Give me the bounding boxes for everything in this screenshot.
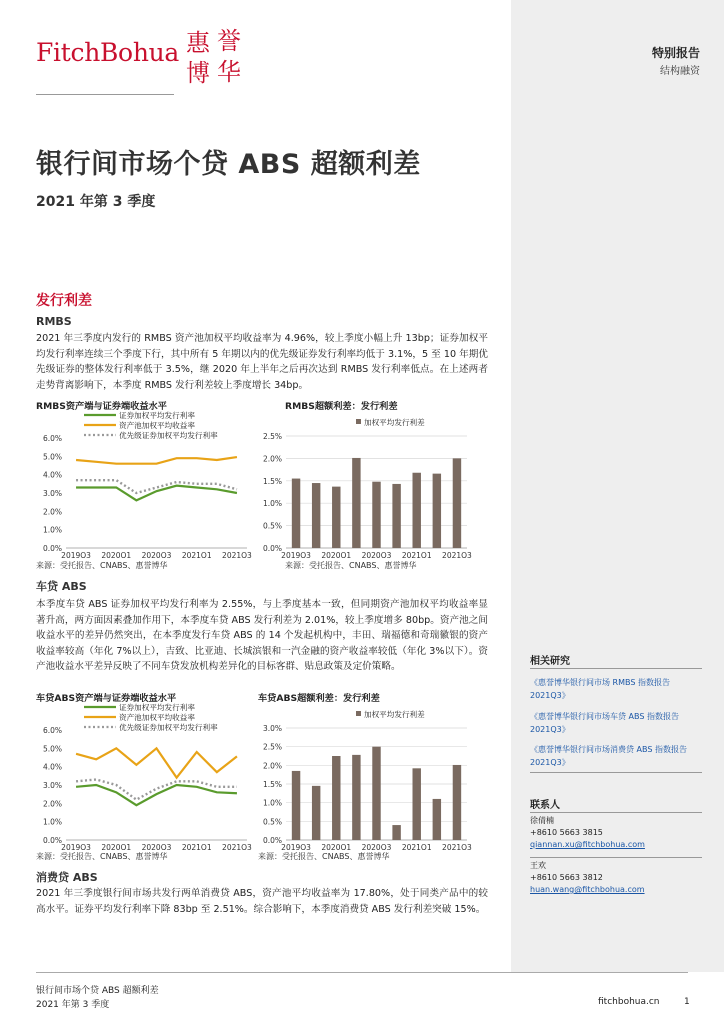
y-tick-label: 1.0%	[262, 499, 282, 509]
bar	[352, 755, 360, 840]
series-line	[76, 748, 237, 777]
bar	[433, 799, 441, 840]
auto-yield-line-chart	[30, 702, 255, 850]
page-title: 银行间市场个贷 ABS 超额利差	[36, 149, 421, 180]
y-tick-label: 3.0%	[42, 489, 62, 498]
sidebar-divider	[530, 668, 702, 669]
y-tick-label: 1.0%	[42, 525, 62, 535]
bar	[453, 765, 461, 840]
x-tick-label: 2020Q1	[321, 843, 352, 850]
rmbs-paragraph: 2021 年三季度内发行的 RMBS 资产池加权平均收益率为 4.96%，较上季度小幅上升 13bp；证券加权平均发行利率连续三个季度下行，其中所有 5 年期以内的优先级证券发行利率均低于 3.1%，5 至 10 年期优先级证券的整体发行利率低于 3.5%，继 2020 年上半年之后再次达到 RMBS 发行利率低点。在上述两者走势背离影响下，本季度 RMBS 发行利差较上季度增长 34bp。	[36, 333, 488, 391]
footer-divider	[36, 972, 688, 973]
bar	[412, 473, 420, 548]
legend-label: 优先级证券加权平均发行利率	[119, 431, 218, 440]
contact-name: 王欢	[530, 861, 546, 870]
logo-char: 誉	[217, 27, 241, 55]
legend-label: 证券加权平均发行利率	[119, 411, 195, 420]
y-tick-label: 1.5%	[262, 780, 282, 789]
logo-wordmark: FitchBohua	[36, 38, 180, 67]
y-tick-label: 4.0%	[42, 470, 62, 480]
bar	[433, 474, 441, 548]
chart-title: 车贷ABS超额利差：发行利差	[258, 693, 380, 704]
y-tick-label: 2.0%	[262, 761, 282, 771]
contact-phone: +8610 5663 3812	[530, 873, 603, 882]
y-tick-label: 1.5%	[262, 476, 282, 486]
rmbs-heading: RMBS	[36, 315, 72, 328]
x-tick-label: 2021Q1	[181, 551, 212, 558]
series-line	[76, 457, 237, 464]
bar	[292, 771, 300, 840]
consumer-paragraph: 2021 年三季度银行间市场共发行两单消费贷 ABS，资产池平均收益率为 17.80%，处于同类产品中的较高水平。证券平均发行利率下降 83bp 至 2.51%。综合影响下，本季度消费贷 ABS 发行利差突破 15%。	[36, 888, 488, 915]
y-tick-label: 5.0%	[42, 452, 62, 462]
y-tick-label: 0.0%	[42, 544, 62, 553]
y-tick-label: 2.0%	[42, 799, 62, 809]
series-line	[76, 785, 237, 805]
auto-paragraph: 本季度车贷 ABS 证券加权平均发行利率为 2.55%，与上季度基本一致，但同期资产池加权平均收益率显著升高，两方面因素叠加作用下，本季度车贷 ABS 发行利差为 2.01%，较上季度增多 80bp。资产池之间收益水平的差异仍然突出，在本季度发行车贷 ABS 的 14 个发起机构中，丰田、瑞福德和奇瑞徽银的资产收益率较高（年化 7%以上），吉致、比亚迪、长城滨银和一汽金融的资产收益率较低（年化 3%以下）。资产池收益水平差异反映了不同车贷发放机构差异化的目标客群、贴息政策及定价策略。	[36, 599, 488, 673]
contact-phone: +8610 5663 3815	[530, 828, 603, 837]
y-tick-label: 0.0%	[262, 836, 282, 845]
auto-spread-bar-chart	[250, 702, 475, 850]
bar	[392, 825, 400, 840]
legend-label: 优先级证券加权平均发行利率	[119, 723, 218, 732]
report-subtype: 结构融资	[660, 66, 700, 77]
bar	[292, 479, 300, 548]
related-link[interactable]: 《惠誉博华银行间市场 RMBS 指数报告 2021Q3》	[530, 678, 670, 700]
x-tick-label: 2021Q1	[181, 843, 212, 850]
contact-heading: 联系人	[530, 800, 560, 811]
chart-source: 来源：受托报告、CNABS、惠誉博华	[36, 852, 168, 861]
y-tick-label: 5.0%	[42, 744, 62, 754]
x-tick-label: 2020Q3	[361, 843, 392, 850]
bar	[352, 458, 360, 548]
legend-label: 资产池加权平均收益率	[119, 713, 195, 722]
sidebar-divider	[530, 812, 702, 813]
footer-period: 2021 年第 3 季度	[36, 1000, 110, 1010]
y-tick-label: 3.0%	[42, 781, 62, 790]
x-tick-label: 2019Q3	[281, 843, 311, 850]
report-type: 特别报告	[651, 46, 700, 60]
y-tick-label: 2.0%	[262, 454, 282, 464]
x-tick-label: 2020Q1	[321, 551, 352, 558]
y-tick-label: 0.5%	[262, 521, 282, 531]
bar	[312, 786, 320, 840]
bar	[392, 484, 400, 548]
contact-block	[530, 860, 645, 896]
y-tick-label: 6.0%	[42, 434, 62, 443]
x-tick-label: 2019Q3	[281, 551, 311, 558]
x-tick-label: 2020Q3	[141, 843, 172, 850]
chart-title: RMBS超额利差：发行利差	[285, 401, 398, 412]
legend-swatch	[356, 711, 361, 716]
bar	[372, 747, 380, 840]
y-tick-label: 1.0%	[42, 817, 62, 827]
related-link[interactable]: 《惠誉博华银行间市场消费贷 ABS 指数报告 2021Q3》	[530, 745, 687, 767]
x-tick-label: 2019Q3	[61, 843, 91, 850]
logo-seal-icon	[183, 26, 249, 86]
bar	[332, 487, 340, 548]
section-heading: 发行利差	[36, 293, 92, 309]
related-heading: 相关研究	[530, 656, 570, 667]
contact-name: 徐倩楠	[530, 816, 554, 825]
logo-char: 惠	[186, 29, 210, 57]
chart-source: 来源：受托报告、CNABS、惠誉博华	[36, 561, 168, 570]
legend-label: 资产池加权平均收益率	[119, 421, 195, 430]
y-tick-label: 3.0%	[262, 724, 282, 733]
x-tick-label: 2021Q1	[401, 551, 432, 558]
bar	[453, 458, 461, 548]
legend-swatch	[356, 419, 361, 424]
consumer-heading: 消费贷 ABS	[36, 871, 98, 884]
auto-heading: 车贷 ABS	[36, 580, 87, 593]
bar	[312, 483, 320, 548]
y-tick-label: 0.5%	[262, 817, 282, 827]
x-tick-label: 2021Q1	[401, 843, 432, 850]
sidebar-divider	[530, 857, 702, 858]
chart-source: 来源：受托报告、CNABS、惠誉博华	[285, 561, 417, 570]
y-tick-label: 6.0%	[42, 726, 62, 735]
chart-title: RMBS资产端与证券端收益水平	[36, 401, 167, 412]
x-tick-label: 2020Q3	[141, 551, 172, 558]
x-tick-label: 2021Q3	[222, 551, 252, 558]
legend-label: 证券加权平均发行利率	[119, 703, 195, 712]
rmbs-spread-bar-chart	[250, 410, 475, 558]
y-tick-label: 2.0%	[42, 507, 62, 517]
y-tick-label: 2.5%	[262, 742, 282, 752]
y-tick-label: 4.0%	[42, 762, 62, 772]
x-tick-label: 2021Q3	[442, 551, 472, 558]
bar	[412, 768, 420, 840]
series-line	[76, 486, 237, 501]
logo-char: 博	[186, 59, 210, 86]
page-number: 1	[684, 997, 690, 1007]
contact-email[interactable]: qiannan.xu@fitchbohua.com	[530, 840, 645, 849]
bar	[372, 482, 380, 548]
legend-label: 加权平均发行利差	[364, 710, 425, 719]
footer-site[interactable]: fitchbohua.cn	[598, 997, 660, 1007]
chart-source: 来源：受托报告、CNABS、惠誉博华	[258, 852, 390, 861]
chart-title: 车贷ABS资产端与证券端收益水平	[36, 693, 177, 704]
contact-email[interactable]: huan.wang@fitchbohua.com	[530, 885, 645, 894]
y-tick-label: 2.5%	[262, 432, 282, 441]
x-tick-label: 2021Q3	[222, 843, 252, 850]
report-period: 2021 年第 3 季度	[36, 194, 156, 210]
y-tick-label: 0.0%	[42, 836, 62, 845]
x-tick-label: 2020Q1	[101, 843, 132, 850]
bar	[332, 756, 340, 840]
y-tick-label: 0.0%	[262, 544, 282, 553]
x-tick-label: 2021Q3	[442, 843, 472, 850]
rmbs-yield-line-chart	[30, 410, 255, 558]
logo-char: 华	[217, 58, 241, 86]
contact-block	[530, 815, 645, 851]
y-tick-label: 1.0%	[262, 798, 282, 808]
logo-divider	[36, 94, 174, 95]
footer-title: 银行间市场个贷 ABS 超额利差	[36, 986, 159, 996]
x-tick-label: 2020Q3	[361, 551, 392, 558]
x-tick-label: 2019Q3	[61, 551, 91, 558]
x-tick-label: 2020Q1	[101, 551, 132, 558]
legend-label: 加权平均发行利差	[364, 418, 425, 427]
series-line	[76, 780, 237, 800]
related-link[interactable]: 《惠誉博华银行间市场车贷 ABS 指数报告 2021Q3》	[530, 712, 679, 734]
sidebar-divider	[530, 772, 702, 773]
